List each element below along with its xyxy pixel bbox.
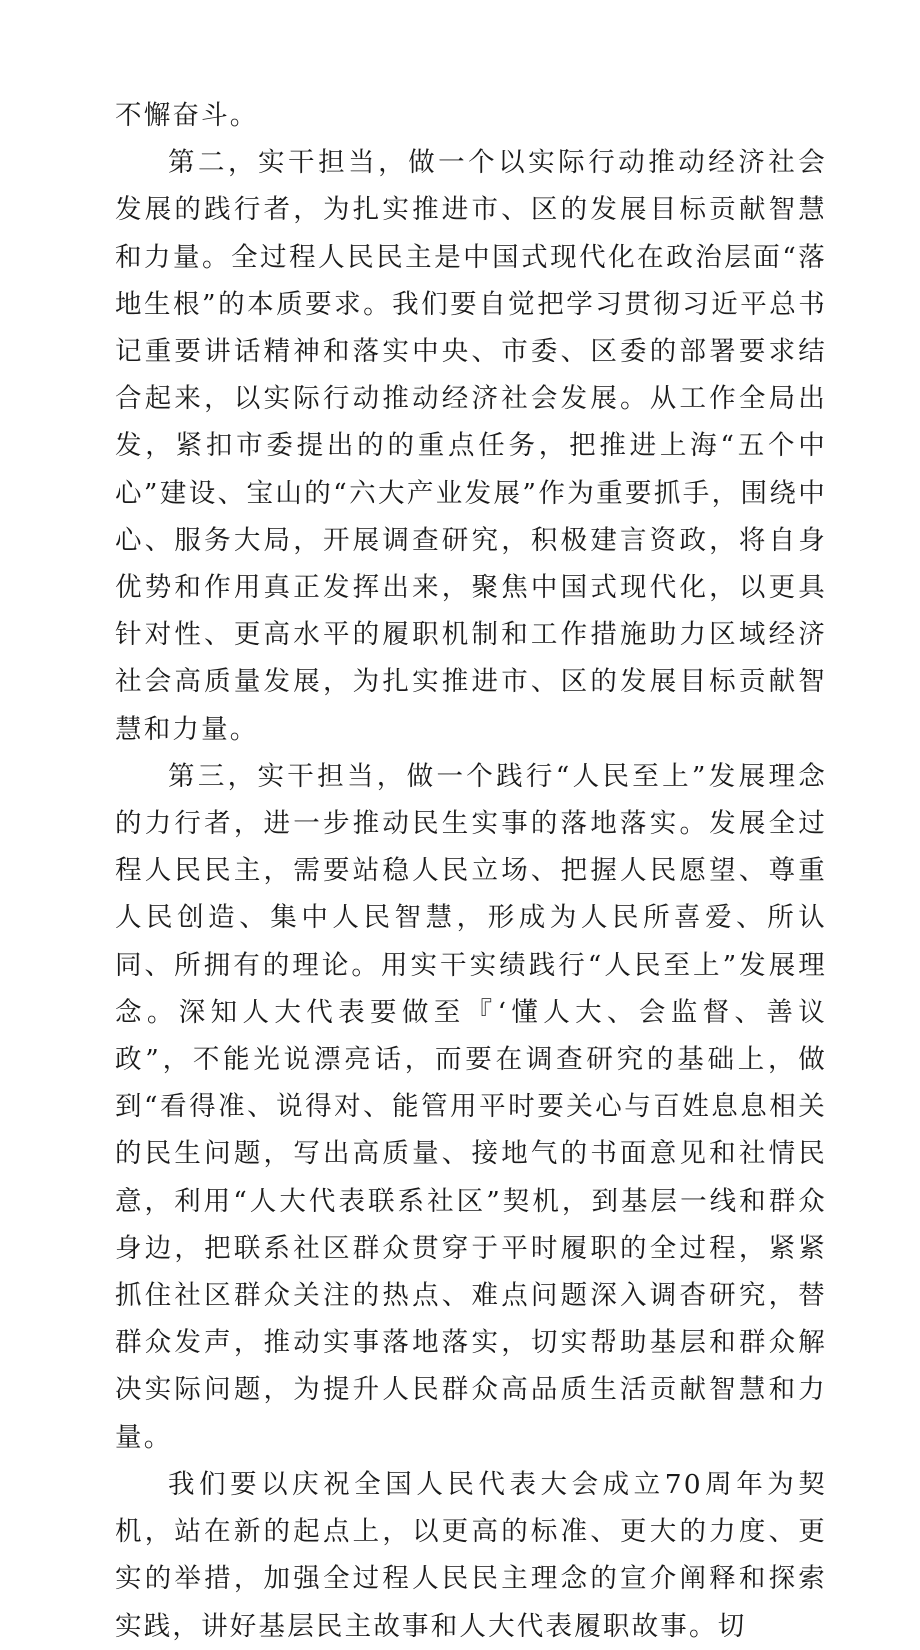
document-body bbox=[115, 92, 827, 1650]
paragraph-conclusion: 我们要以庆祝全国人民代表大会成立70周年为契机，站在新的起点上，以更高的标准、更大的力度、更实的举措，加强全过程人民民主理念的宣介阐释和探索实践，讲好基层民主故事和人大代表履职故事。切 bbox=[115, 1468, 827, 1642]
paragraph-continuation: 不懈奋斗。 bbox=[115, 100, 259, 131]
paragraph-second-point: 第二，实干担当，做一个以实际行动推动经济社会发展的践行者，为扎实推进市、区的发展目标贡献智慧和力量。全过程人民民主是中国式现代化在政治层面“落地生根”的本质要求。我们要自觉把学习贯彻习近平总书记重要讲话精神和落实中央、市委、区委的部署要求结合起来，以实际行动推动经济社会发展。从工作全局出发，紧扣市委提出的的重点任务，把推进上海“五个中心”建设、宝山的“六大产业发展”作为重要抓手，围绕中心、服务大局，开展调查研究，积极建言资政，将自身优势和作用真正发挥出来，聚焦中国式现代化，以更具针对性、更高水平的履职机制和工作措施助力区域经济社会高质量发展，为扎实推进市、区的发展目标贡献智慧和力量。 bbox=[115, 147, 827, 745]
paragraph-third-point: 第三，实干担当，做一个践行“人民至上”发展理念的力行者，进一步推动民生实事的落地落实。发展全过程人民民主，需要站稳人民立场、把握人民愿望、尊重人民创造、集中人民智慧，形成为人民所喜爱、所认同、所拥有的理论。用实干实绩践行“人民至上”发展理念。深知人大代表要做至『‘懂人大、会监督、善议政”，不能光说漂亮话，而要在调查研究的基础上，做到“看得准、说得对、能管用平时要关心与百姓息息相关的民生问题，写出高质量、接地气的书面意见和社情民意，利用“人大代表联系社区”契机，到基层一线和群众身边，把联系社区群众贯穿于平时履职的全过程，紧紧抓住社区群众关注的热点、难点问题深入调杳研究，替群众发声，推动实事落地落实，切实帮助基层和群众解决实际问题，为提升人民群众高品质生活贡献智慧和力量。 bbox=[115, 760, 827, 1453]
